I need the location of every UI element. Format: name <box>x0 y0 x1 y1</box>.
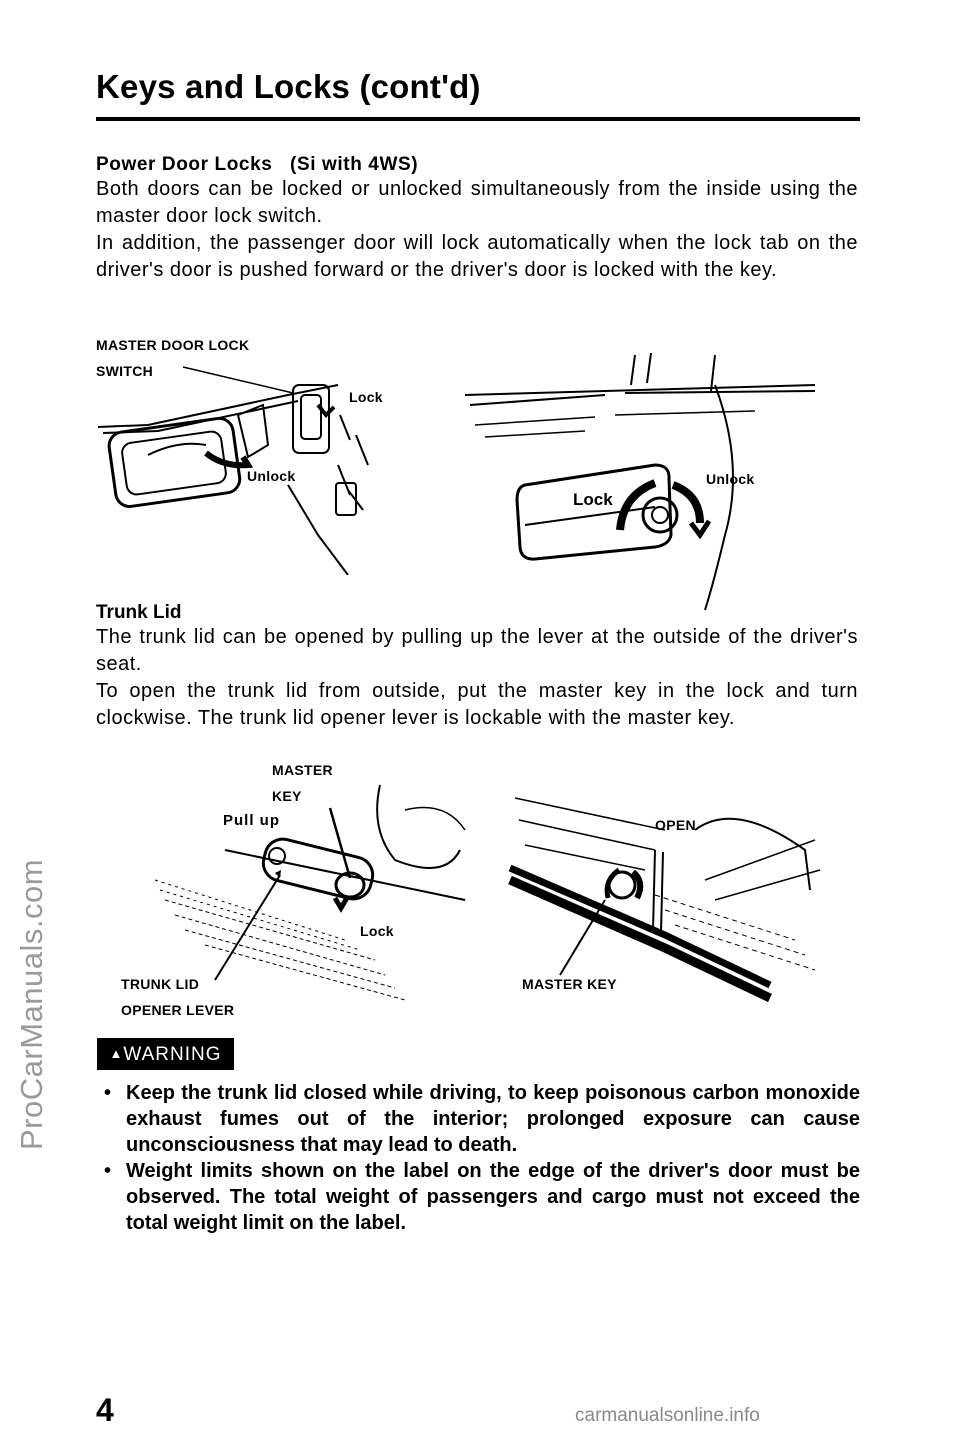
master-door-lock-switch-label: MASTER DOOR LOCK SWITCH <box>96 337 250 379</box>
warning-triangle-icon: ▲ <box>109 1046 124 1061</box>
power-door-locks-para-1: Both doors can be locked or unlocked simultaneously from the inside using the master door lock switch. <box>96 178 858 227</box>
outer-unlock-label: Unlock <box>706 471 755 487</box>
page-number: 4 <box>96 1392 114 1428</box>
master-key-label: MASTER KEY <box>272 762 333 804</box>
power-door-locks-text <box>96 176 858 284</box>
trunk-lid-para-1: The trunk lid can be opened by pulling up the lever at the outside of the driver's seat. <box>96 626 858 675</box>
warning-item-1: • Keep the trunk lid closed while driving, to keep poisonous carbon monoxide exhaust fumes out of the interior; prolonged exposure can cause unconsciousness that may lead to death. <box>102 1080 860 1158</box>
trunk-lid-text <box>96 624 858 732</box>
warning-list <box>102 1080 860 1236</box>
trunk-lid-para-2: To open the trunk lid from outside, put the master key in the lock and turn clockwise. The trunk lid opener lever is lockable with the master key. <box>96 680 858 729</box>
trunk-lock-label: Lock <box>360 923 394 939</box>
trunk-lid-opener-lever-label: TRUNK LID OPENER LEVER <box>121 976 235 1018</box>
page-title: Keys and Locks (cont'd) <box>96 68 481 105</box>
power-door-locks-heading: Power Door Locks (Si with 4WS) <box>96 154 419 175</box>
inner-lock-label: Lock <box>349 389 383 405</box>
pull-up-label: Pull up <box>223 812 280 829</box>
outer-door-illustration <box>455 345 825 615</box>
warning-item-2: • Weight limits shown on the label on the edge of the driver's door must be observed. The total weight of passengers and cargo must not exceed the total weight limit on the label. <box>102 1158 860 1236</box>
open-label: OPEN <box>655 817 696 833</box>
footer-watermark: carmanualsonline.info <box>575 1405 760 1426</box>
warning-badge: ▲WARNING <box>97 1038 234 1070</box>
inner-unlock-label: Unlock <box>247 468 296 484</box>
title-rule <box>96 117 860 121</box>
power-door-locks-para-2: In addition, the passenger door will lock automatically when the lock tab on the driver's door is pushed forward or the driver's door is locked with the key. <box>96 232 858 281</box>
outer-master-key-label: MASTER KEY <box>522 976 617 992</box>
trunk-lid-heading: Trunk Lid <box>96 602 182 623</box>
door-lock-stamp: Lock <box>573 490 613 509</box>
side-watermark: ProCarManuals.com <box>14 858 49 1150</box>
